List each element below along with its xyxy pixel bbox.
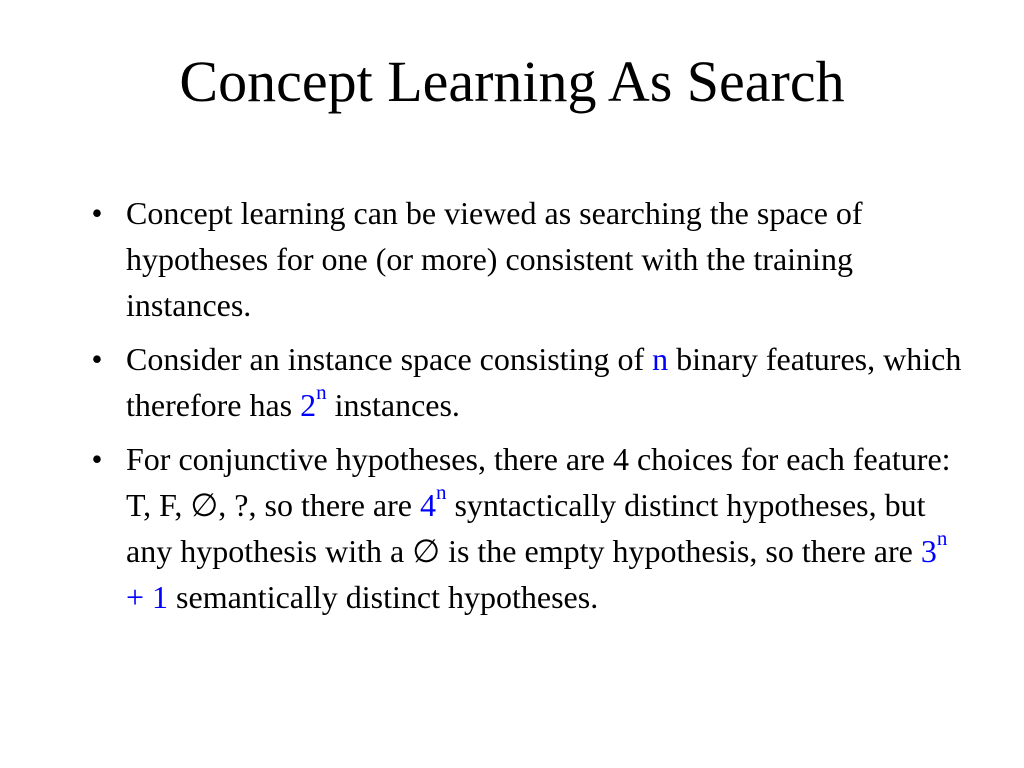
variable-n: n (652, 341, 669, 377)
bullet-text: For conjunctive hypotheses, there are 4 choices for each feature: T, F, ∅, ?, so there are (126, 441, 951, 523)
power-base: 2 (300, 387, 317, 423)
bullet-text: binary features, which therefore has (126, 341, 962, 423)
bullet-text: Concept learning can be viewed as searching the space of hypotheses for one (or more) consistent with the training instances. (126, 195, 863, 323)
bullet-item (82, 190, 962, 328)
bullet-icon: • (91, 441, 103, 477)
bullet-icon: • (91, 195, 103, 231)
bullet-text: semantically distinct hypotheses. (168, 579, 599, 615)
power-exponent: n (316, 380, 327, 405)
bullet-text: syntactically distinct hypotheses, but any hypothesis with a ∅ is the empty hypothesis, so there are (126, 487, 926, 569)
bullet-text: Consider an instance space consisting of (126, 341, 653, 377)
power-exponent: n (435, 480, 447, 505)
bullet-icon: • (91, 341, 103, 377)
power-exponent: n (936, 526, 948, 551)
bullet-text: instances. (326, 387, 460, 423)
bullet-item (82, 436, 962, 620)
power-base: 3 (920, 533, 937, 569)
slide-title: Concept Learning As Search (179, 49, 845, 114)
plus-one: + 1 (126, 579, 169, 615)
bullet-item (82, 336, 962, 428)
bullet-list (82, 190, 962, 628)
power-base: 4 (419, 487, 436, 523)
